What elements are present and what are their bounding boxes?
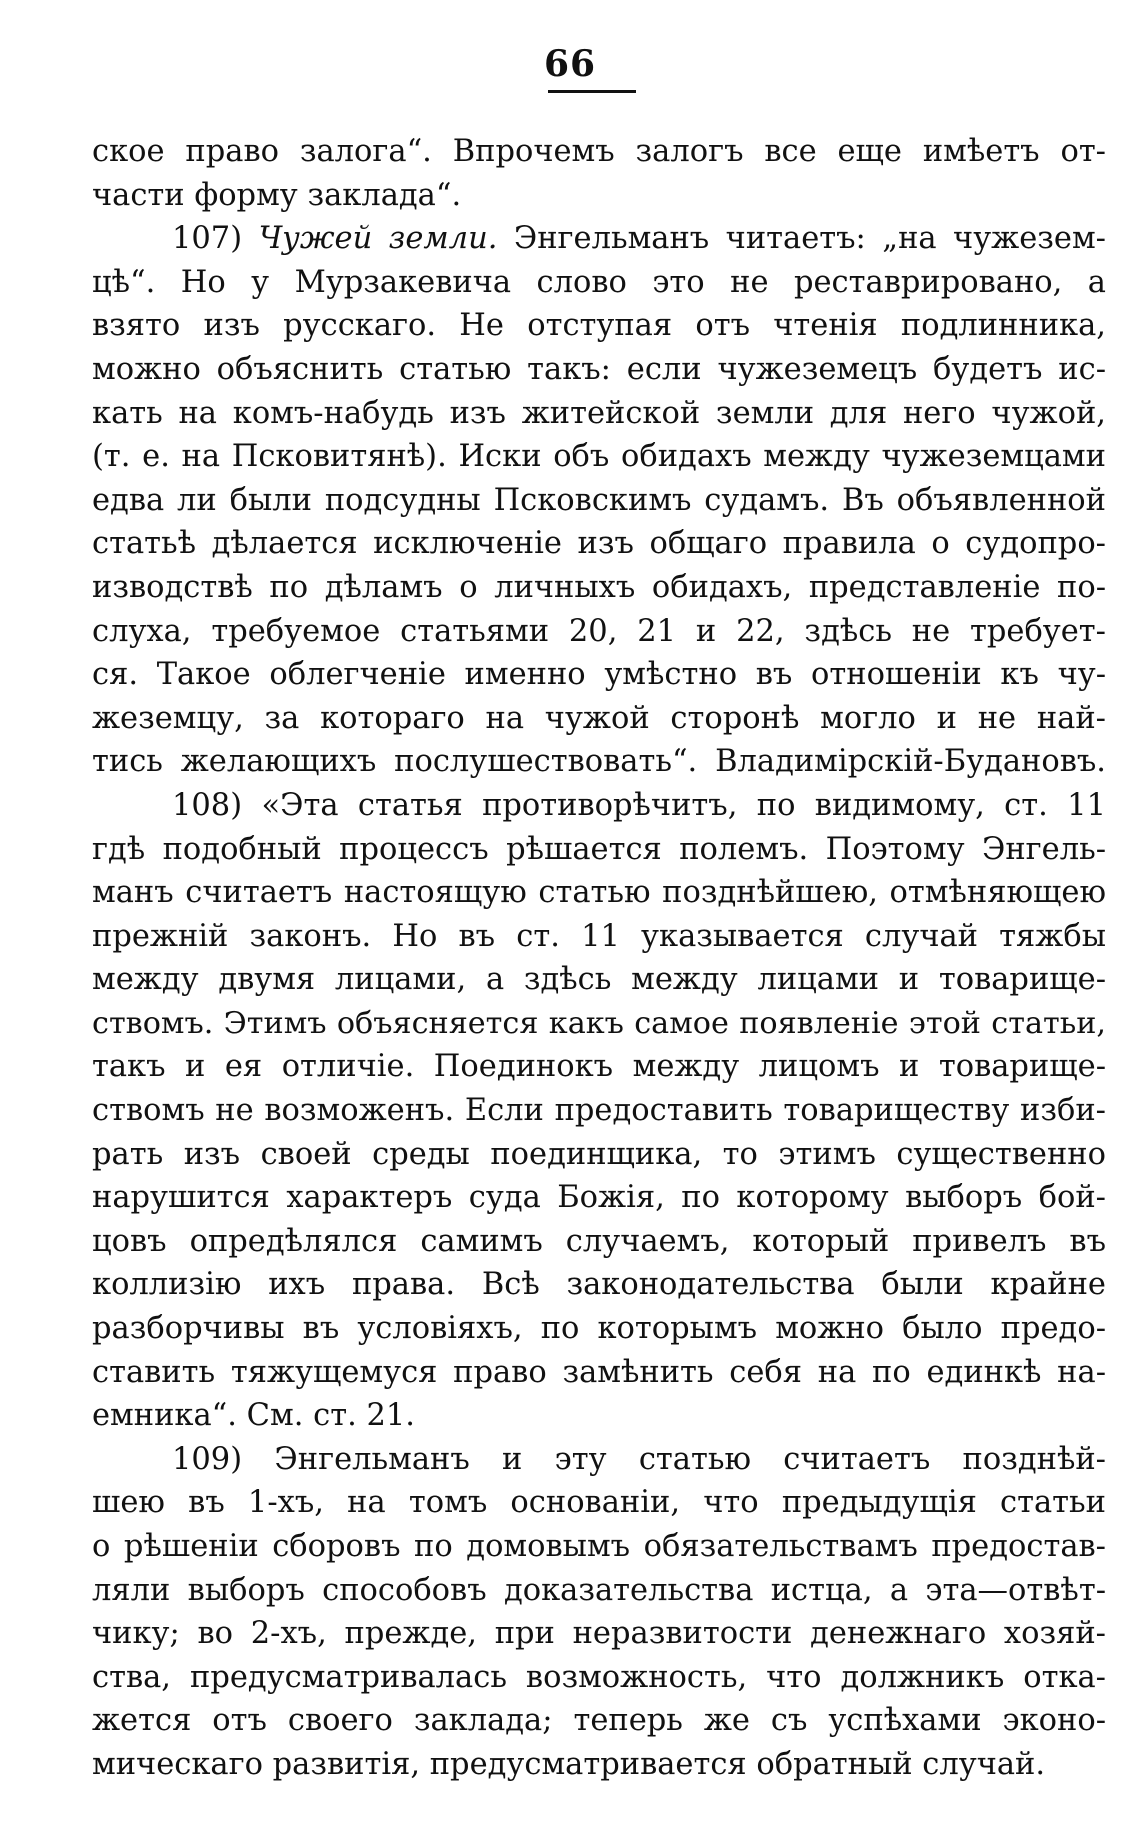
text-line: мическаго развитія, предусматривается обратный случай. — [92, 1746, 1046, 1782]
text-line: между двумя лицами, а здѣсь между лицами и товарище- — [92, 962, 1106, 998]
text-line: коллизію ихъ права. Всѣ законодательства были крайне — [92, 1267, 1106, 1303]
note-lead-italic: Чужей земли. — [258, 221, 498, 257]
text-line: ствомъ не возможенъ. Если предоставить товариществу изби- — [92, 1093, 1106, 1129]
note-number: 109) — [172, 1441, 243, 1477]
text-line: ское право залога“. Впрочемъ залогъ все еще имѣетъ от- — [92, 134, 1106, 169]
text-line: нарушится характеръ суда Божія, по которому выборъ бой- — [92, 1180, 1106, 1216]
text-line: взято изъ русскаго. Не отступая отъ чтенія подлинника, — [92, 308, 1106, 344]
text-line: рать изъ своей среды поединщика, то этимъ существенно — [92, 1136, 1106, 1172]
text-line: жеземцу, за котораго на чужой сторонѣ могло и не най- — [92, 700, 1106, 736]
text-line: емника“. См. ст. 21. — [92, 1398, 415, 1434]
note-109-first-line — [92, 1438, 1106, 1482]
text-line: можно объяснить статью такъ: если чужеземецъ будетъ ис- — [92, 351, 1106, 387]
text-line: части форму заклада“. — [92, 177, 462, 213]
text-line: о рѣшеніи сборовъ по домовымъ обязательствамъ предостав- — [92, 1529, 1106, 1564]
note-first-line-text: Энгельманъ читаетъ: „на чужезем- — [513, 221, 1106, 257]
text-line: гдѣ подобный процессъ рѣшается полемъ. Поэтому Энгель- — [92, 831, 1106, 867]
text-line: тись желающихъ послушествовать“. Владимірскій-Будановъ. — [92, 744, 1106, 780]
page-number: 66 — [543, 43, 597, 85]
text-line: шею въ 1-хъ, на томъ основаніи, что предыдущія статьи — [92, 1485, 1106, 1521]
text-line: манъ считаетъ настоящую статью позднѣйшею, отмѣняющею — [92, 875, 1106, 911]
note-number: 107) — [172, 221, 243, 257]
text-line: слуха, требуемое статьями 20, 21 и 22, здѣсь не требует- — [92, 613, 1106, 649]
text-line: ляли выборъ способовъ доказательства истца, а эта—отвѣт- — [92, 1572, 1106, 1608]
text-line: чику; во 2-хъ, прежде, при неразвитости денежнаго хозяй- — [92, 1616, 1106, 1652]
text-line: жется отъ своего заклада; теперь же съ успѣхами эконо- — [92, 1703, 1106, 1739]
page-number-underline — [548, 90, 636, 93]
body-text — [92, 130, 1106, 1787]
text-line: ства, предусматривалась возможность, что должникъ отка- — [92, 1659, 1106, 1695]
text-line: ствомъ. Этимъ объясняется какъ самое появленіе этой статьи, — [92, 1005, 1106, 1041]
note-number: 108) — [172, 787, 243, 823]
note-108-first-line — [92, 784, 1106, 828]
text-line: цовъ опредѣлялся самимъ случаемъ, который привелъ въ — [92, 1223, 1106, 1259]
text-line: (т. е. на Псковитянѣ). Иски объ обидахъ между чужеземцами — [92, 439, 1106, 475]
note-first-line-text: Энгельманъ и эту статью считаетъ позднѣй- — [274, 1441, 1106, 1477]
text-line: разборчивы въ условіяхъ, по которымъ можно было предо- — [92, 1311, 1106, 1347]
note-107-first-line — [92, 217, 1106, 261]
text-line: ставить тяжущемуся право замѣнить себя на по единкѣ на- — [92, 1354, 1106, 1390]
text-line: такъ и ея отличіе. Поединокъ между лицомъ и товарище- — [92, 1049, 1106, 1085]
text-line: статьѣ дѣлается исключеніе изъ общаго правила о судопро- — [92, 526, 1106, 562]
text-line: ся. Такое облегченіе именно умѣстно въ отношеніи къ чу- — [92, 657, 1106, 693]
text-line: цѣ“. Но у Мурзакевича слово это не реставрировано, а — [92, 264, 1106, 300]
text-line: едва ли были подсудны Псковскимъ судамъ. Въ объявленной — [92, 482, 1106, 518]
text-line: кать на комъ-набудь изъ житейской земли для него чужой, — [92, 395, 1106, 431]
text-line: изводствѣ по дѣламъ о личныхъ обидахъ, представленіе по- — [92, 569, 1106, 605]
note-first-line-text: «Эта статья противорѣчитъ, по видимому, ст. 11 — [261, 787, 1106, 823]
text-line: прежній законъ. Но въ ст. 11 указывается случай тяжбы — [92, 918, 1106, 954]
